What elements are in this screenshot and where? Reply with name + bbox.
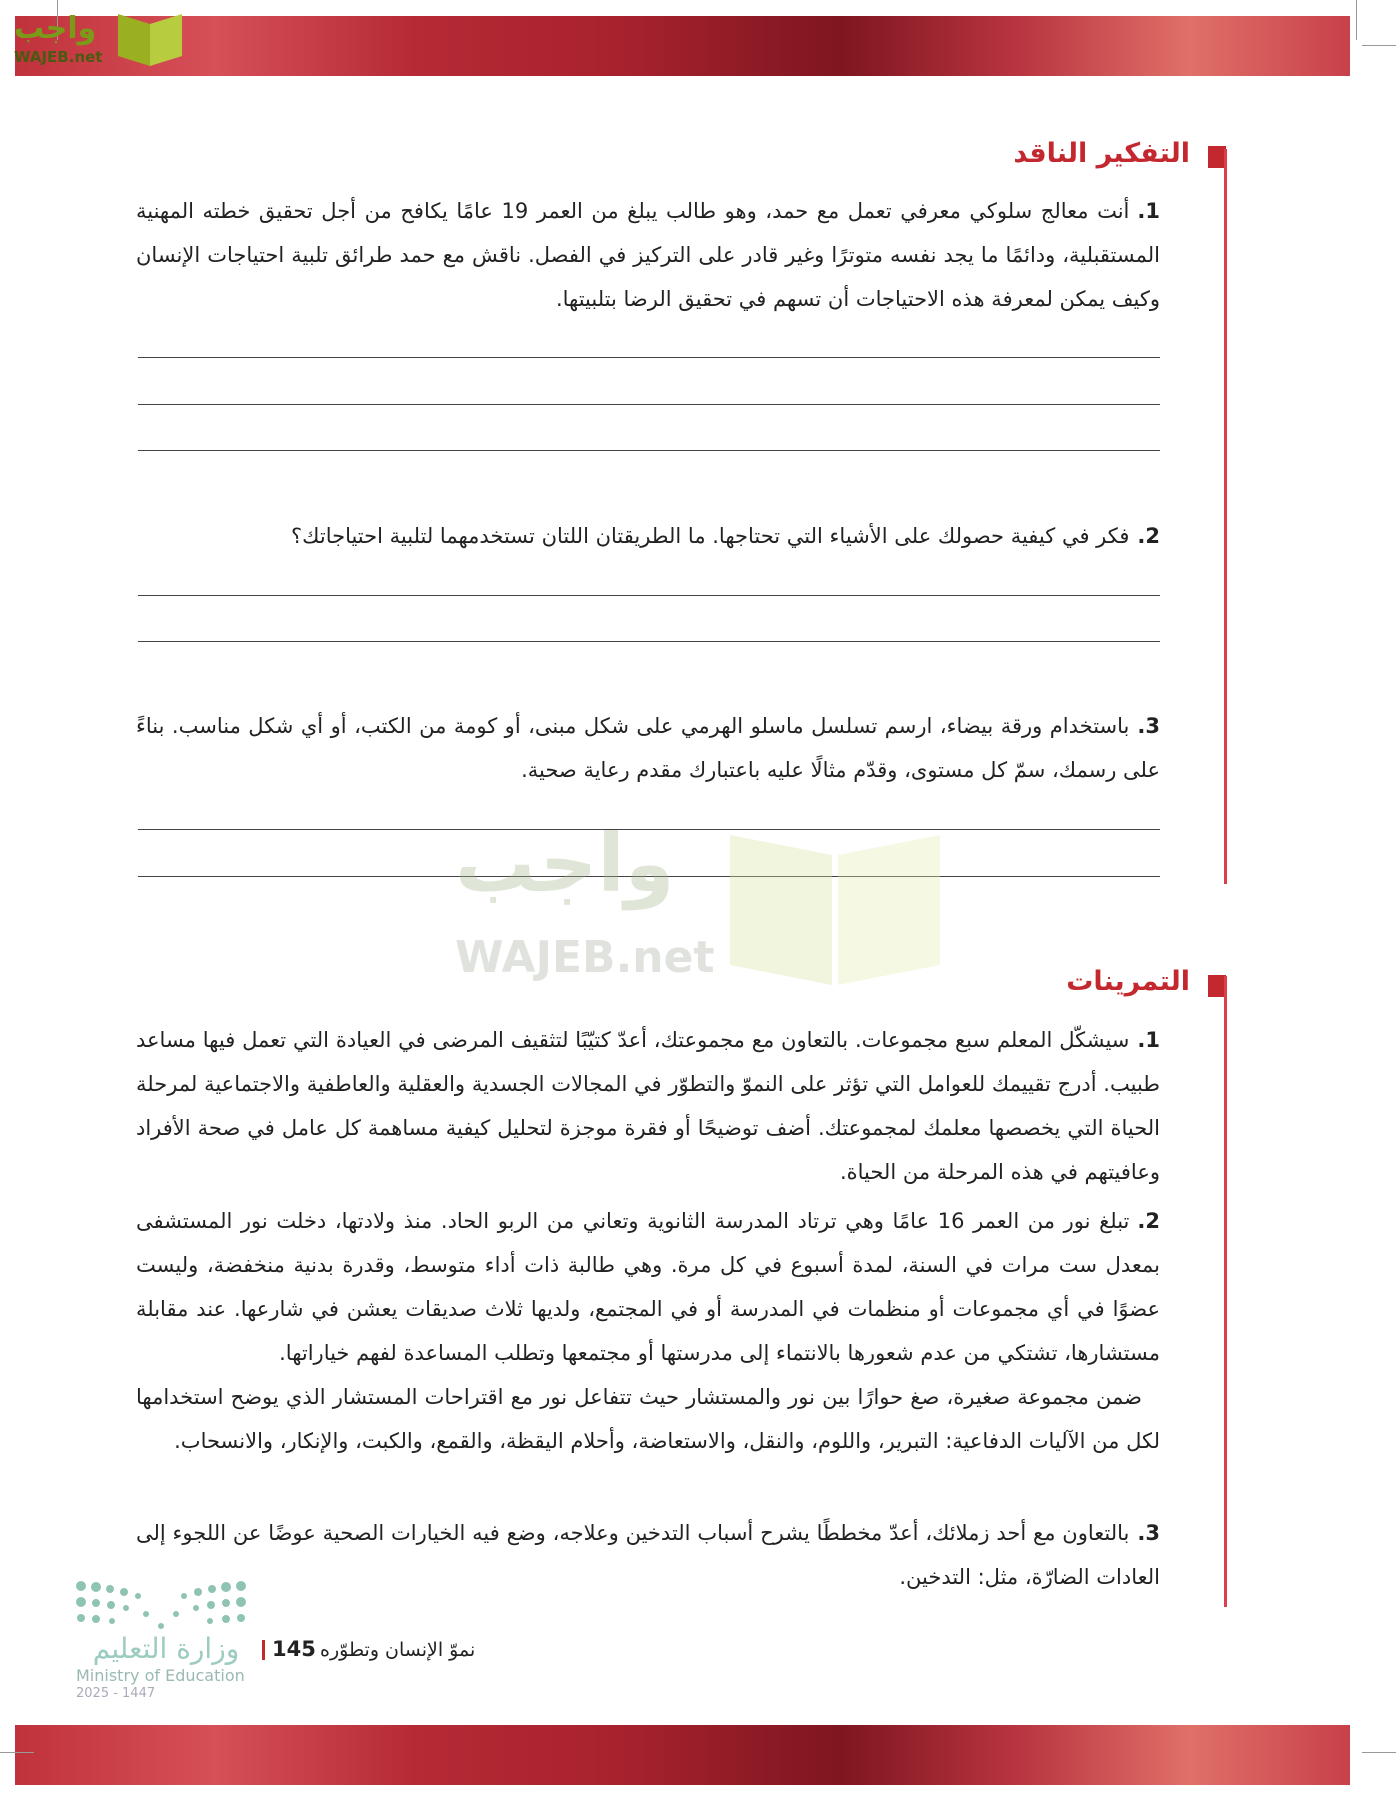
ministry-logo [76,1580,256,1702]
answer-line [138,404,1160,405]
edition-year: 2025 - 1447 [76,1686,156,1701]
answer-line [138,357,1160,358]
question-number: 2. [1137,524,1160,548]
exercise-number: 3. [1137,1521,1160,1545]
question-text: فكر في كيفية حصولك على الأشياء التي تحتاجها. ما الطريقتان اللتان تستخدمهما لتلبية احتياجاتك؟ [291,524,1130,548]
section-rule [1224,149,1227,884]
answer-line [138,595,1160,596]
exercise-1 [136,1018,1160,1194]
question-1 [136,189,1160,321]
svg-text:واجب: واجب [14,11,97,46]
header-band [15,16,1350,76]
ministry-dots-icon [76,1580,246,1630]
section-rule [1224,976,1227,1607]
footer-band [15,1725,1350,1785]
watermark-domain: WAJEB.net [455,932,715,983]
question-text: أنت معالج سلوكي معرفي تعمل مع حمد، وهو طالب يبلغ من العمر 19 عامًا يكافح من أجل تحقيق خطته المهنية المستقبلية، ودائمًا ما يجد نفسه متوترًا وغير قادر على التركيز في الفصل. ناقش مع حمد طرائق تلبية احتياجات الإنسان وكيف يمكن لمعرفة هذه الاحتياجات أن تسهم في تحقيق الرضا بتلبيتها. [136,199,1160,311]
answer-line [138,450,1160,451]
question-3 [136,704,1160,792]
crop-mark [1362,45,1396,46]
crop-mark [0,1752,34,1753]
exercise-2 [136,1199,1160,1463]
exercise-number: 1. [1137,1028,1160,1052]
exercise-3 [136,1511,1160,1599]
question-number: 3. [1137,714,1160,738]
page-number-marker [262,1640,265,1660]
exercise-number: 2. [1137,1209,1160,1233]
crop-mark [1356,0,1357,40]
page-number: 145 [272,1637,316,1661]
watermark [455,815,955,990]
exercise-text: بالتعاون مع أحد زملائك، أعدّ مخططًا يشرح أسباب التدخين وعلاجه، وضع فيه الخيارات الصحية عوضًا عن اللجوء إلى العادات الضارّة، مثل: التدخين. [136,1521,1160,1589]
exercise-text-continued: ضمن مجموعة صغيرة، صغ حوارًا بين نور والمستشار حيث تتفاعل نور مع اقتراحات المستشار الذي يوضح استخدامها لكل من الآليات الدفاعية: التبرير، واللوم، والنقل، والاستعاضة، وأحلام اليقظة، والقمع، والكبت، والإنكار، والانسحاب. [136,1385,1160,1453]
watermark-text: واجب [455,817,675,910]
exercise-text: تبلغ نور من العمر 16 عامًا وهي ترتاد المدرسة الثانوية وتعاني من الربو الحاد. منذ ولادتها، دخلت نور المستشفى بمعدل ست مرات في السنة، لمدة أسبوع في كل مرة. وهي طالبة ذات أداء متوسط، وقدرة بدنية منخفضة، وليست عضوًا في أي مجموعات أو منظمات في المدرسة أو في المجتمع، ولديها ثلاث صديقات يعشن في شارعها. عند مقابلة مستشارها، تشتكي من عدم شعورها بالانتماء إلى مدرستها أو مجتمعها وتطلب المساعدة لفهم خياراتها. [136,1209,1160,1365]
exercise-text: سيشكّل المعلم سبع مجموعات. بالتعاون مع مجموعتك، أعدّ كتيّبًا لتثقيف المرضى في العيادة التي تعمل فيها مساعد طبيب. أدرج تقييمك للعوامل التي تؤثر على النموّ والتطوّر في المجالات الجسدية والعقلية والعاطفية والاجتماعية لمرحلة الحياة التي يخصصها معلمك لمجموعتك. أضف توضيحًا أو فقرة موجزة لتحليل كيفية مساهمة كل عامل في صحة الأفراد وعافيتهم في هذه المرحلة من الحياة. [136,1028,1160,1184]
exercises-heading: التمرينات [1066,966,1190,997]
question-number: 1. [1137,199,1160,223]
ministry-name-ar: وزارة التعليم [92,1632,240,1665]
book-icon [720,815,950,985]
book-title: نموّ الإنسان وتطوّره [320,1639,476,1661]
svg-text:WAJEB.net: WAJEB.net [14,48,103,66]
question-2 [136,514,1160,558]
crop-mark [1362,1752,1396,1753]
wajeb-logo [10,4,190,70]
critical-thinking-heading: التفكير الناقد [1013,138,1190,169]
answer-line [138,641,1160,642]
question-text: باستخدام ورقة بيضاء، ارسم تسلسل ماسلو الهرمي على شكل مبنى، أو كومة من الكتب، أو أي شكل مناسب. بناءً على رسمك، سمّ كل مستوى، وقدّم مثالًا عليه باعتبارك مقدم رعاية صحية. [136,714,1160,782]
ministry-name-en: Ministry of Education [76,1666,245,1685]
